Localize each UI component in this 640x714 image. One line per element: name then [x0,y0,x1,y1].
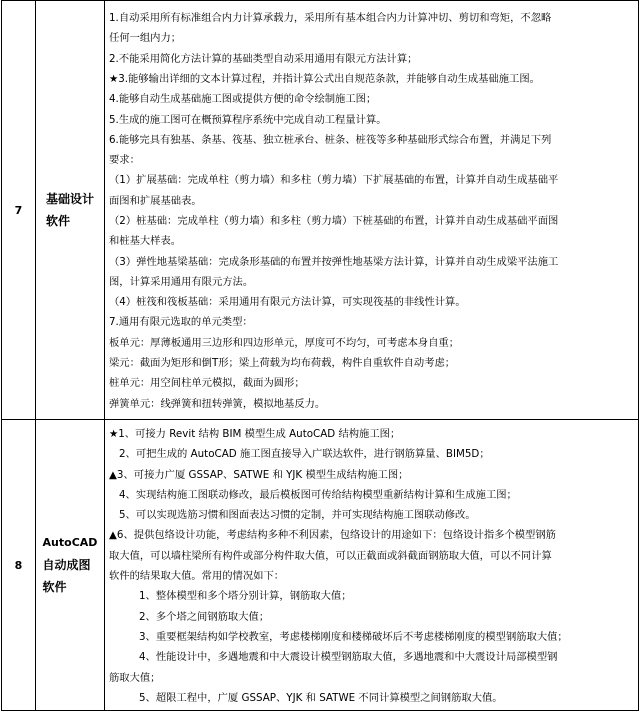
table-row [2,420,639,711]
requirement-line: 软件的结果取大值。常用的情况如下： [109,570,285,583]
requirement-line: 2.不能采用简化方法计算的基础类型自动采用通用有限元方法计算； [109,52,418,65]
requirement-line: 和桩基大样表。 [109,235,182,248]
requirement-line: 任何一组内力； [109,32,182,45]
requirements-table [1,0,639,711]
requirement-line: （1）扩展基础：完成单柱（剪力墙）和多柱（剪力墙）下扩展基础的布置，计算并自动生成基础平 [109,174,559,187]
requirement-line: 7.通用有限元选取的单元类型： [109,316,253,329]
requirement-line: 梁元：截面为矩形和倒T形；梁上荷载为均布荷载，构件自重软件自动考虑； [109,357,456,370]
row-number: 7 [2,1,36,420]
requirement-line: 4.能够自动生成基础施工图或提供方便的命令绘制施工图； [109,93,377,106]
requirements-cell [105,420,639,711]
requirement-line: 要求： [109,154,140,167]
requirement-line: ★3.能够输出详细的文本计算过程，并指计算公式出自规范条款，并能够自动生成基础施工图。 [109,72,540,85]
requirement-line: 5.生成的施工图可在概预算程序系统中完成自动工程量计算。 [109,113,387,126]
requirement-line: 5、可以实现选筋习惯和图面表达习惯的定制，并可实现结构施工图联动修改。 [119,509,476,522]
software-name-line: 软件 [42,580,67,595]
requirement-line: 2、可把生成的 AutoCAD 施工图直接导入广联达软件，进行钢筋算量、BIM5D； [119,448,490,461]
software-name-line: 软件 [45,214,70,228]
requirement-line: 取大值，可以墙柱梁所有构件或部分构件取大值，可以正截面或斜截面钢筋取大值，可以不同计算 [109,549,552,562]
requirement-line: 1、整体模型和多个塔分别计算，钢筋取大值； [139,590,352,603]
requirement-line: 4、性能设计中，多遇地震和中大震设计模型钢筋取大值，多遇地震和中大震设计局部模型钢 [139,651,558,664]
requirement-line: 板单元：厚薄板通用三边形和四边形单元，厚度可不均匀，可考虑本身自重； [109,336,460,349]
software-name-line: 自动成图 [42,558,91,573]
requirement-line: （4）桩筏和筏板基础：采用通用有限元方法计算，可实现筏基的非线性计算。 [109,296,466,309]
requirement-line: 2、多个塔之间钢筋取大值； [139,610,270,623]
requirements-cell [105,1,639,420]
software-name-cell [36,1,105,420]
requirement-line: 4、实现结构施工图联动修改，最后模板图可传给结构模型重新结构计算和生成施工图； [119,488,517,501]
software-name-line: AutoCAD [42,536,98,550]
requirement-line: 5、超限工程中，广厦 GSSAP、YJK 和 SATWE 不同计算模型之间钢筋取大值。 [139,691,503,704]
requirement-line: 筋取大值； [109,671,161,684]
requirement-line: ★1、可接力 Revit 结构 BIM 模型生成 AutoCAD 结构施工图； [109,428,401,440]
requirement-line: 3、重要框架结构如学校教室，考虑楼梯刚度和楼梯破坏后不考虑楼梯刚度的模型钢筋取大值； [139,630,568,643]
software-name-cell [36,420,105,711]
requirement-line: 6.能够完具有独基、条基、筏基、独立桩承台、桩条、桩筏等多种基础形式综合布置，并满足下列 [109,133,552,146]
requirement-line: 1.自动采用所有标准组合内力计算承载力，采用所有基本组合内力计算冲切、剪切和弯矩，不忽略 [109,12,552,25]
requirement-line: ▲3、可接力广厦 GSSAP、SATWE 和 YJK 模型生成结构施工图； [109,468,409,481]
software-name-line: 基础设计 [45,192,94,206]
requirement-line: 弹簧单元：线弹簧和扭转弹簧，模拟地基反力。 [109,397,326,410]
table-row [2,1,639,420]
requirement-line: 图，计算采用通用有限元方法。 [109,275,254,288]
requirement-line: ▲6、提供包络设计功能，考虑结构多种不利因素，包络设计的用途如下：包络设计指多个模型钢筋 [109,529,556,542]
row-number: 8 [2,420,36,711]
requirement-line: （3）弹性地基梁基础：完成条形基础的布置并按弹性地基梁方法计算，计算并自动生成梁平法施工 [109,255,559,268]
requirement-line: 桩单元：用空间柱单元模拟，截面为圆形； [109,377,305,390]
requirement-line: 面图和扩展基础表。 [109,194,202,207]
requirement-line: （2）桩基础：完成单柱（剪力墙）和多柱（剪力墙）下桩基础的布置，计算并自动生成基础平面图 [109,215,559,227]
